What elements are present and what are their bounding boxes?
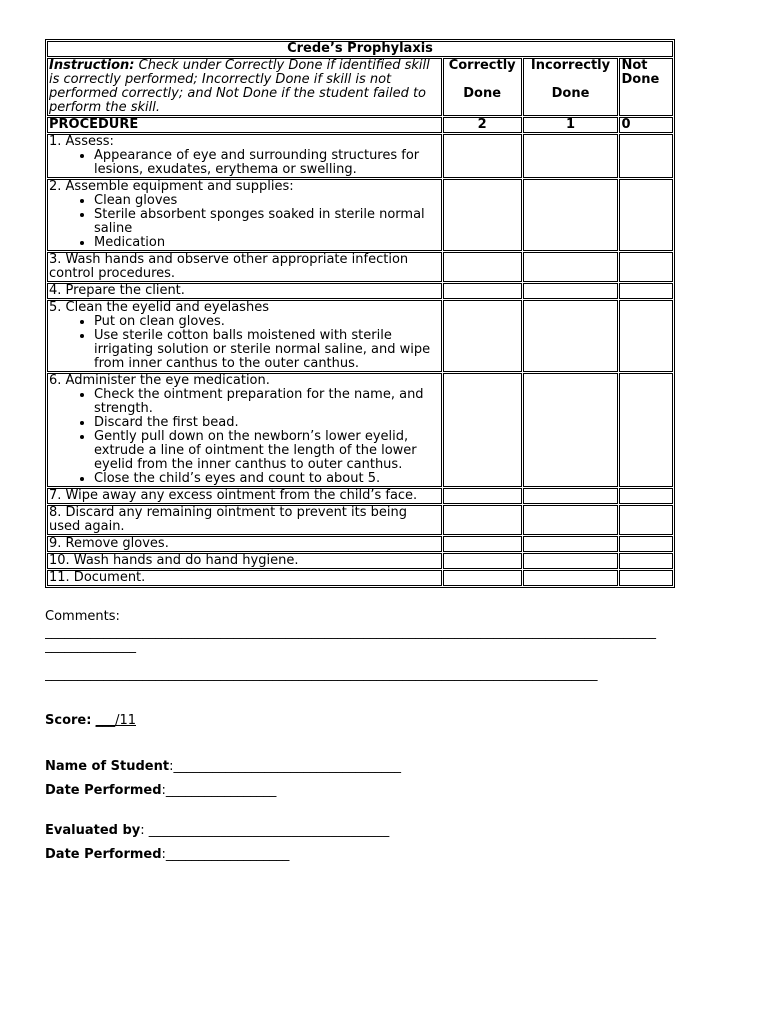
procedure-step-bullet: • Use sterile cotton balls moistened with sterile irrigating solution or sterile normal saline, and wipe from inner canthus to the outer canthus. [94,329,440,371]
incorrectly-done-checkbox-cell[interactable] [523,570,619,586]
date-performed-field-2[interactable]: :___________________ [161,848,290,862]
student-name-field[interactable]: :___________________________________ [169,760,401,774]
procedure-step-text: 6. Administer the eye medication. [49,373,270,388]
incorrectly-done-checkbox-cell[interactable] [523,373,619,487]
procedure-step-bullets [49,149,440,177]
procedure-step-cell [47,179,442,251]
column-header-incorrectly-line2: Done [551,86,590,101]
score-row [45,714,725,728]
incorrectly-done-checkbox-cell[interactable] [523,300,619,372]
correctly-done-checkbox-cell[interactable] [443,488,522,504]
evaluated-by-row [45,824,725,838]
procedure-step-bullets [49,315,440,371]
procedure-step-bullet: • Check the ointment preparation for the name, and strength. [94,388,440,416]
procedure-step-text: 11. Document. [49,570,146,585]
correctly-done-checkbox-cell[interactable] [443,505,522,535]
procedure-step-row [47,373,673,487]
not-done-checkbox-cell[interactable] [619,553,673,569]
procedure-step-row [47,536,673,552]
column-header-incorrectly [523,58,619,116]
procedure-step-cell [47,488,442,504]
not-done-checkbox-cell[interactable] [619,488,673,504]
not-done-checkbox-cell[interactable] [619,179,673,251]
date-performed-row-2 [45,848,725,862]
not-done-checkbox-cell[interactable] [619,570,673,586]
procedure-step-row [47,179,673,251]
procedure-step-cell [47,505,442,535]
form-title: Crede’s Prophylaxis [47,41,673,57]
procedure-step-text: 10. Wash hands and do hand hygiene. [49,553,299,568]
procedure-step-text: 1. Assess: [49,134,114,149]
incorrectly-done-checkbox-cell[interactable] [523,179,619,251]
correctly-done-checkbox-cell[interactable] [443,536,522,552]
comments-label: Comments: [45,610,120,624]
correctly-done-checkbox-cell[interactable] [443,373,522,487]
procedure-step-text: 4. Prepare the client. [49,283,185,298]
score-not-done: 0 [619,117,673,133]
correctly-done-checkbox-cell[interactable] [443,283,522,299]
procedure-step-cell [47,252,442,282]
procedure-step-text: 7. Wipe away any excess ointment from the child’s face. [49,488,418,503]
procedure-header-row [47,117,673,133]
procedure-step-row [47,570,673,586]
date-performed-label-2: Date Performed [45,848,162,862]
column-header-correctly [443,58,522,116]
student-name-row [45,760,725,774]
correctly-done-checkbox-cell[interactable] [443,179,522,251]
procedure-step-cell [47,570,442,586]
not-done-checkbox-cell[interactable] [619,536,673,552]
procedure-step-row [47,283,673,299]
not-done-checkbox-cell[interactable] [619,252,673,282]
procedure-step-cell [47,373,442,487]
procedure-step-row [47,252,673,282]
date-performed-label-1: Date Performed [45,784,162,798]
procedure-step-text: 2. Assemble equipment and supplies: [49,179,294,194]
date-performed-row-1 [45,784,725,798]
procedure-step-bullets [49,194,440,250]
procedure-step-row [47,134,673,178]
date-performed-field-1[interactable]: :_________________ [161,784,277,798]
procedure-step-bullet: • Medication [94,236,440,250]
procedure-step-bullet: • Clean gloves [94,194,440,208]
procedure-step-cell [47,134,442,178]
not-done-checkbox-cell[interactable] [619,373,673,487]
evaluated-by-label: Evaluated by [45,824,141,838]
not-done-checkbox-cell[interactable] [619,283,673,299]
incorrectly-done-checkbox-cell[interactable] [523,488,619,504]
column-header-correctly-line2: Done [463,86,502,101]
form-footer [45,610,725,862]
incorrectly-done-checkbox-cell[interactable] [523,553,619,569]
procedure-step-bullet: • Appearance of eye and surrounding structures for lesions, exudates, erythema or swelling. [94,149,440,177]
procedure-step-text: 5. Clean the eyelid and eyelashes [49,300,269,315]
correctly-done-checkbox-cell[interactable] [443,134,522,178]
score-incorrectly: 1 [523,117,619,133]
correctly-done-checkbox-cell[interactable] [443,553,522,569]
procedure-step-bullet: • Discard the first bead. [94,416,440,430]
procedure-step-row [47,505,673,535]
incorrectly-done-checkbox-cell[interactable] [523,134,619,178]
score-value[interactable]: ___/11 [95,714,136,728]
column-header-incorrectly-line1: Incorrectly [530,58,611,73]
correctly-done-checkbox-cell[interactable] [443,570,522,586]
procedure-step-row [47,300,673,372]
procedure-step-cell [47,300,442,372]
procedure-step-row [47,553,673,569]
not-done-checkbox-cell[interactable] [619,505,673,535]
procedure-step-bullet: • Put on clean gloves. [94,315,440,329]
header-row [47,58,673,116]
correctly-done-checkbox-cell[interactable] [443,300,522,372]
column-header-correctly-line1: Correctly [448,58,516,73]
comments-line-1[interactable]: ______________________________________________________________________________________________ [45,626,656,640]
instruction-text: Check under Correctly Done if identified skill is correctly performed; Incorrectly Done if skill is not performed correctly; and Not Done if the student failed to perform the skill. [49,58,430,115]
incorrectly-done-checkbox-cell[interactable] [523,536,619,552]
correctly-done-checkbox-cell[interactable] [443,252,522,282]
procedure-step-text: 3. Wash hands and observe other appropriate infection control procedures. [49,252,409,281]
incorrectly-done-checkbox-cell[interactable] [523,252,619,282]
procedure-label: PROCEDURE [47,117,442,133]
procedure-step-bullet: • Close the child’s eyes and count to about 5. [94,472,440,486]
comments-line-2[interactable]: ______________ [45,640,136,654]
checklist-table [45,39,675,588]
evaluation-form [45,39,725,862]
incorrectly-done-checkbox-cell[interactable] [523,283,619,299]
procedure-step-bullet: • Gently pull down on the newborn’s lower eyelid, extrude a line of ointment the length of the lower eyelid from the inner canthus to outer canthus. [94,430,440,472]
procedure-step-cell [47,536,442,552]
procedure-step-bullets [49,388,440,486]
procedure-step-text: 9. Remove gloves. [49,536,169,551]
student-name-label: Name of Student [45,760,170,774]
title-row [47,41,673,57]
not-done-checkbox-cell[interactable] [619,300,673,372]
procedure-step-text: 8. Discard any remaining ointment to prevent its being used again. [49,505,408,534]
procedure-step-row [47,488,673,504]
score-correctly: 2 [443,117,522,133]
instruction-label: Instruction: [49,58,135,73]
evaluated-by-field[interactable]: : _____________________________________ [140,824,390,838]
instruction-cell [47,58,442,116]
procedure-step-cell [47,553,442,569]
column-header-not-done: Not Done [619,58,673,116]
not-done-checkbox-cell[interactable] [619,134,673,178]
procedure-step-cell [47,283,442,299]
procedure-steps [47,134,673,586]
incorrectly-done-checkbox-cell[interactable] [523,505,619,535]
score-label: Score: [45,714,92,728]
procedure-step-bullet: • Sterile absorbent sponges soaked in sterile normal saline [94,208,440,236]
comments-line-3[interactable]: _____________________________________________________________________________________ [45,668,598,682]
